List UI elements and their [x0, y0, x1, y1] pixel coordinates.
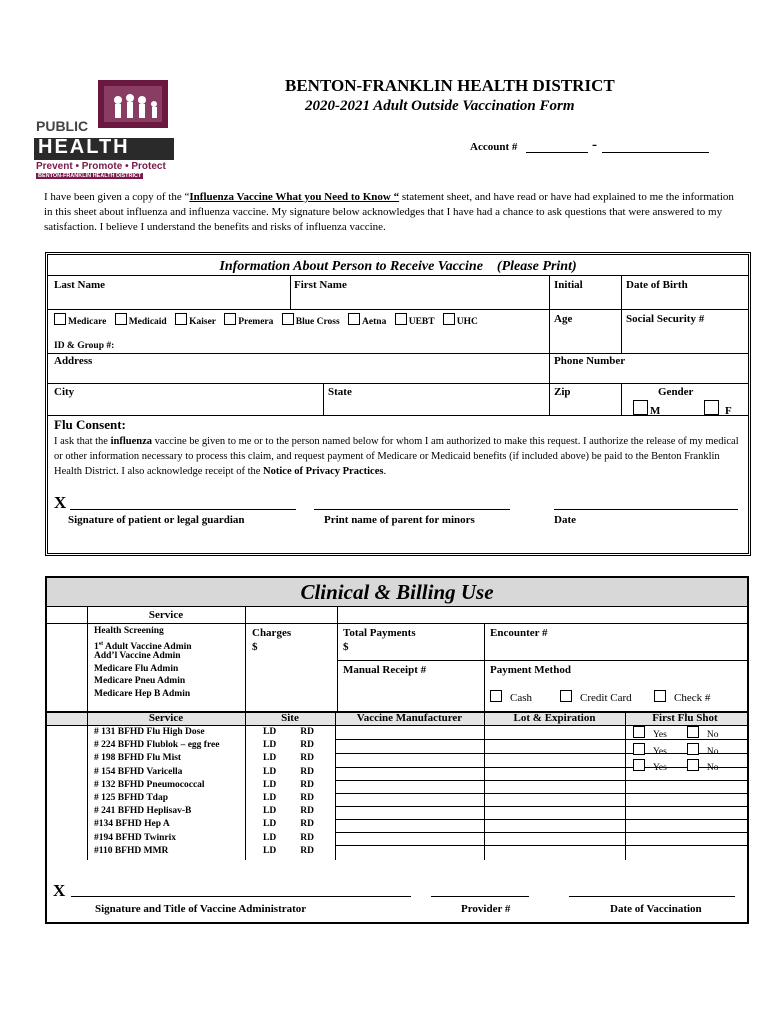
intro-paragraph [44, 190, 744, 235]
no-checkbox[interactable] [687, 726, 699, 738]
vaccine-row: #110 BFHD MMR [94, 845, 169, 856]
insurance-kaiser[interactable]: Kaiser [175, 317, 216, 327]
blue-cross-checkbox[interactable] [282, 313, 294, 325]
admin-signature-line[interactable] [71, 896, 411, 897]
yes-checkbox[interactable] [633, 759, 645, 771]
insurance-blue-cross[interactable]: Blue Cross [282, 317, 340, 327]
credit-option[interactable]: Credit Card [560, 690, 632, 704]
service-health-screening: Health Screening [94, 626, 164, 636]
check-option[interactable]: Check # [654, 690, 710, 704]
vaccine-table [47, 711, 747, 860]
provider-line[interactable] [431, 896, 529, 897]
vaccination-date-line[interactable] [569, 896, 735, 897]
gender-f-option[interactable]: F [704, 400, 732, 417]
insurance-medicare[interactable]: Medicare [54, 317, 106, 327]
service-medicare-flu: Medicare Flu Admin [94, 663, 179, 674]
parent-name-line[interactable] [314, 509, 510, 510]
vaccine-row: # 224 BFHD Flublok – egg free [94, 740, 220, 751]
consent-text: I ask that the influenza vaccine be given to me or to the person named below for whom I am authorized to make this request. I authorize the release of my medical or other information necessary to process this claim, and request payment of Medicare or Medicaid benefits (if included above) be paid to the Benton Franklin Health District. I also acknowledge receipt of the Notice of Privacy Practices. [54, 436, 739, 477]
site-option[interactable]: LD RD [263, 819, 314, 830]
first-flu-options [633, 726, 745, 776]
clinical-heading: Clinical & Billing Use [47, 578, 747, 607]
vaccine-service-header: Service [148, 712, 184, 724]
payment-method-label: Payment Method [490, 664, 571, 676]
site-header: Site [281, 712, 299, 724]
patient-info-heading: Information About Person to Receive Vaccine (Please Print) [219, 259, 577, 274]
medicare-checkbox[interactable] [54, 313, 66, 325]
account-dash: - [592, 137, 597, 153]
site-column [263, 726, 323, 858]
admin-x: X [53, 881, 66, 900]
logo-district: BENTON-FRANKLIN HEALTH DISTRICT [38, 173, 142, 179]
vaccine-row: # 132 BFHD Pneumococcal [94, 779, 205, 790]
manufacturer-header: Vaccine Manufacturer [356, 712, 463, 724]
vaccine-row: # 241 BFHD Heplisav-B [94, 806, 192, 817]
yes-checkbox[interactable] [633, 726, 645, 738]
insurance-options [54, 313, 544, 327]
gender-f-checkbox[interactable] [704, 400, 719, 415]
account-field-2[interactable] [602, 152, 709, 153]
gender-m-checkbox[interactable] [633, 400, 648, 415]
vaccine-row: #134 BFHD Hep A [94, 819, 170, 830]
form-subtitle: 2020-2021 Adult Outside Vaccination Form [305, 98, 575, 114]
encounter-label: Encounter # [490, 627, 548, 639]
initial-label: Initial [554, 279, 583, 291]
yes-checkbox[interactable] [633, 743, 645, 755]
no-checkbox[interactable] [687, 759, 699, 771]
first-flu-row: Yes No [633, 759, 745, 776]
total-payments-dollar: $ [343, 641, 349, 653]
account-label: Account # [470, 141, 518, 153]
site-option[interactable]: LD RD [263, 793, 314, 804]
consent-heading: Flu Consent: [54, 417, 126, 432]
gender-label: Gender [658, 386, 694, 398]
admin-signature-label: Signature and Title of Vaccine Administrator [95, 903, 307, 915]
service-header: Service [148, 609, 184, 621]
site-option[interactable]: LD RD [263, 845, 314, 856]
site-option[interactable]: LD RD [263, 766, 314, 777]
site-option[interactable]: LD RD [263, 740, 314, 751]
charges-label: Charges [252, 627, 292, 639]
vaccination-date-label: Date of Vaccination [610, 903, 702, 915]
site-option[interactable]: LD RD [263, 779, 314, 790]
service-first-adult-admin: 1st Adult Vaccine Admin [94, 640, 192, 652]
first-flu-row: Yes No [633, 743, 745, 760]
insurance-uhc[interactable]: UHC [443, 317, 478, 327]
billing-upper-table [47, 607, 747, 711]
service-list [94, 625, 244, 700]
insurance-aetna[interactable]: Aetna [348, 317, 386, 327]
check-checkbox[interactable] [654, 690, 666, 702]
insurance-uebt[interactable]: UEBT [395, 317, 435, 327]
last-name-label: Last Name [54, 279, 106, 291]
patient-signature-label: Signature of patient or legal guardian [68, 514, 245, 526]
aetna-checkbox[interactable] [348, 313, 360, 325]
patient-signature-line[interactable] [70, 509, 296, 510]
vaccine-list [94, 726, 244, 858]
gender-m-option[interactable]: M [633, 400, 660, 417]
first-flu-header: First Flu Shot [652, 712, 718, 724]
service-addl-admin: Add’l Vaccine Admin [94, 651, 181, 661]
intro-link: Influenza Vaccine What you Need to Know “ [189, 191, 400, 203]
clinical-billing-section [45, 576, 749, 924]
site-option[interactable]: LD RD [263, 806, 314, 817]
intro-before: I have been given a copy of the “ [44, 191, 190, 203]
age-label: Age [554, 313, 573, 325]
charges-dollar: $ [252, 641, 258, 653]
uhc-checkbox[interactable] [443, 313, 455, 325]
consent-x: X [54, 493, 67, 512]
site-option[interactable]: LD RD [263, 753, 314, 764]
cash-option[interactable]: Cash [490, 690, 532, 704]
provider-label: Provider # [461, 903, 511, 915]
city-label: City [54, 386, 75, 398]
patient-info-section [45, 252, 751, 556]
vaccine-row: # 131 BFHD Flu High Dose [94, 727, 205, 737]
insurance-medicaid[interactable]: Medicaid [115, 317, 167, 327]
total-payments-label: Total Payments [343, 627, 416, 639]
id-group-label: ID & Group #: [54, 341, 115, 351]
health-district-logo [34, 78, 174, 178]
medicaid-checkbox[interactable] [115, 313, 127, 325]
phone-label: Phone Number [554, 355, 626, 367]
consent-date-label: Date [554, 514, 576, 526]
uebt-checkbox[interactable] [395, 313, 407, 325]
ssn-label: Social Security # [626, 313, 705, 325]
cash-checkbox[interactable] [490, 690, 502, 702]
service-medicare-pneu: Medicare Pneu Admin [94, 676, 186, 686]
account-field-1[interactable] [526, 152, 588, 153]
vaccine-row: # 125 BFHD Tdap [94, 793, 168, 804]
site-option[interactable]: LD RD [263, 832, 314, 843]
service-medicare-hepb: Medicare Hep B Admin [94, 688, 191, 699]
vaccine-row: #194 BFHD Twinrix [94, 832, 176, 843]
site-option[interactable]: LD RD [263, 727, 314, 737]
manual-receipt-label: Manual Receipt # [343, 664, 427, 676]
vaccine-row: # 154 BFHD Varicella [94, 766, 183, 777]
intro-after: statement sheet, and have read or have had explained to me the information in this sheet about influenza and influenza vaccine. My signature below acknowledges that I have had a chance to ask questions that were answered to my satisfaction. I believe I understand the benefits and risks of influenza vaccine. [44, 191, 734, 233]
first-name-label: First Name [294, 279, 347, 291]
lot-header: Lot & Expiration [513, 712, 596, 724]
logo-tagline: Prevent • Promote • Protect [36, 161, 166, 172]
dob-label: Date of Birth [626, 279, 688, 291]
vaccine-row: # 198 BFHD Flu Mist [94, 753, 182, 764]
logo-public: PUBLIC [36, 118, 89, 134]
state-label: State [328, 386, 352, 398]
parent-name-label: Print name of parent for minors [324, 514, 475, 526]
consent-date-line[interactable] [554, 509, 738, 510]
first-flu-row: Yes No [633, 726, 745, 743]
insurance-premera[interactable]: Premera [224, 317, 273, 327]
logo-health: HEALTH [38, 136, 130, 158]
credit-checkbox[interactable] [560, 690, 572, 702]
no-checkbox[interactable] [687, 743, 699, 755]
form-title: BENTON-FRANKLIN HEALTH DISTRICT [285, 76, 615, 95]
zip-label: Zip [554, 386, 571, 398]
kaiser-checkbox[interactable] [175, 313, 187, 325]
address-label: Address [54, 355, 93, 367]
premera-checkbox[interactable] [224, 313, 236, 325]
